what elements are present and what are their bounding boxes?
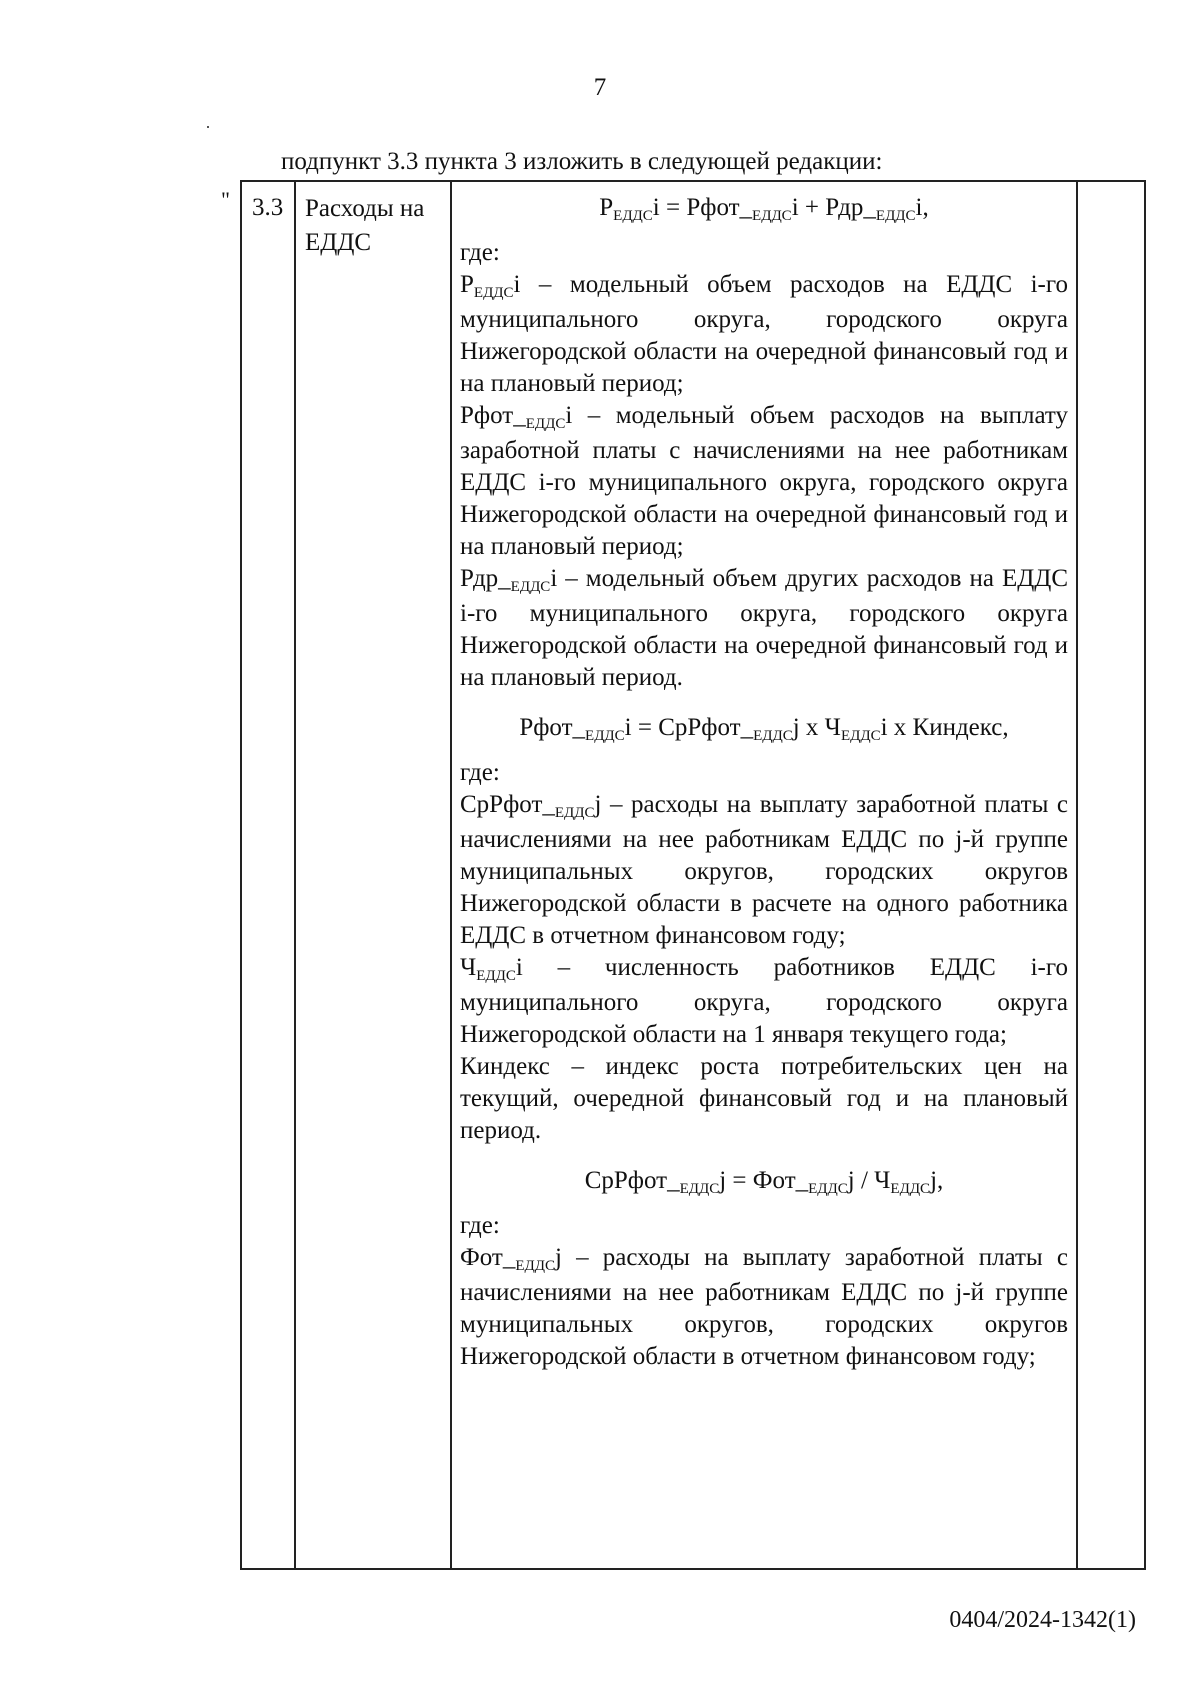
definition-paragraph: $Рфот\__{ЕДДС}i$ – модельный объем расходов на выплату заработной платы с начислениями на нее работникам ЕДДС i-го муниципального округа, городского округа Нижегородской области на очередной финансовый год и на плановый период; — [460, 402, 1068, 560]
formula-payroll-expenses: $Рфот\__{ЕДДС}i$ = $СрРфот\__{ЕДДС}j$ x $Ч_{ЕДДС}i$ x Киндекс, — [519, 714, 1009, 744]
document-id: 0404/2024-1342(1) — [949, 1607, 1136, 1633]
formula-total-expenses: $Р_{ЕДДС}i$ = $Рфот\__{ЕДДС}i$ + $Рдр\__{ЕДДС}i$, — [599, 194, 929, 224]
formula-average-payroll: $СрРфот\__{ЕДДС}j$ = $Фот\__{ЕДДС}j / Ч_{ЕДДС}j$, — [584, 1167, 944, 1197]
opening-quote-mark: " — [221, 187, 230, 212]
definition-paragraph: $Р_{ЕДДС}i$ – модельный объем расходов на ЕДДС i-го муниципального округа, городского округа Нижегородской области на очередной финансовый год и на плановый период; — [460, 271, 1068, 397]
page-number: 7 — [593, 74, 607, 101]
column-divider — [294, 182, 296, 1568]
definition-paragraph: $СрРфот\__{ЕДДС}j$ – расходы на выплату заработной платы с начислениями на нее работникам ЕДДС по j-й группе муниципальных округов, городских округов Нижегородской области в расчете на одного работника ЕДДС в отчетном финансовом году; — [460, 791, 1068, 949]
definition-paragraph: $Ч_{ЕДДС}i$ – численность работников ЕДДС i-го муниципального округа, городского округа Нижегородской области на 1 января текущего года; — [460, 954, 1068, 1048]
definition-paragraph: $Рдр\__{ЕДДС}i$ – модельный объем других расходов на ЕДДС i-го муниципального округа, городского округа Нижегородской области на очередной финансовый год и на плановый период. — [460, 565, 1068, 691]
where-label: где: — [460, 239, 500, 266]
definition-paragraph: $Фот\__{ЕДДС}j$ – расходы на выплату заработной платы с начислениями на нее работникам ЕДДС по j-й группе муниципальных округов, городских округов Нижегородской области в отчетном финансовом году; — [460, 1244, 1068, 1370]
row-title: Расходы на ЕДДС — [305, 195, 425, 256]
row-number: 3.3 — [252, 194, 284, 221]
column-divider — [450, 182, 452, 1568]
where-label: где: — [460, 1212, 500, 1239]
intro-text: подпункт 3.3 пункта 3 изложить в следующей редакции: — [281, 148, 883, 175]
scan-speck — [207, 126, 209, 128]
column-divider — [1076, 182, 1078, 1568]
where-label: где: — [460, 759, 500, 786]
row-content — [460, 192, 1068, 1373]
definition-paragraph: Киндекс – индекс роста потребительских цен на текущий, очередной финансовый год и на плановый период. — [460, 1053, 1068, 1144]
amendment-table — [240, 180, 1146, 1570]
